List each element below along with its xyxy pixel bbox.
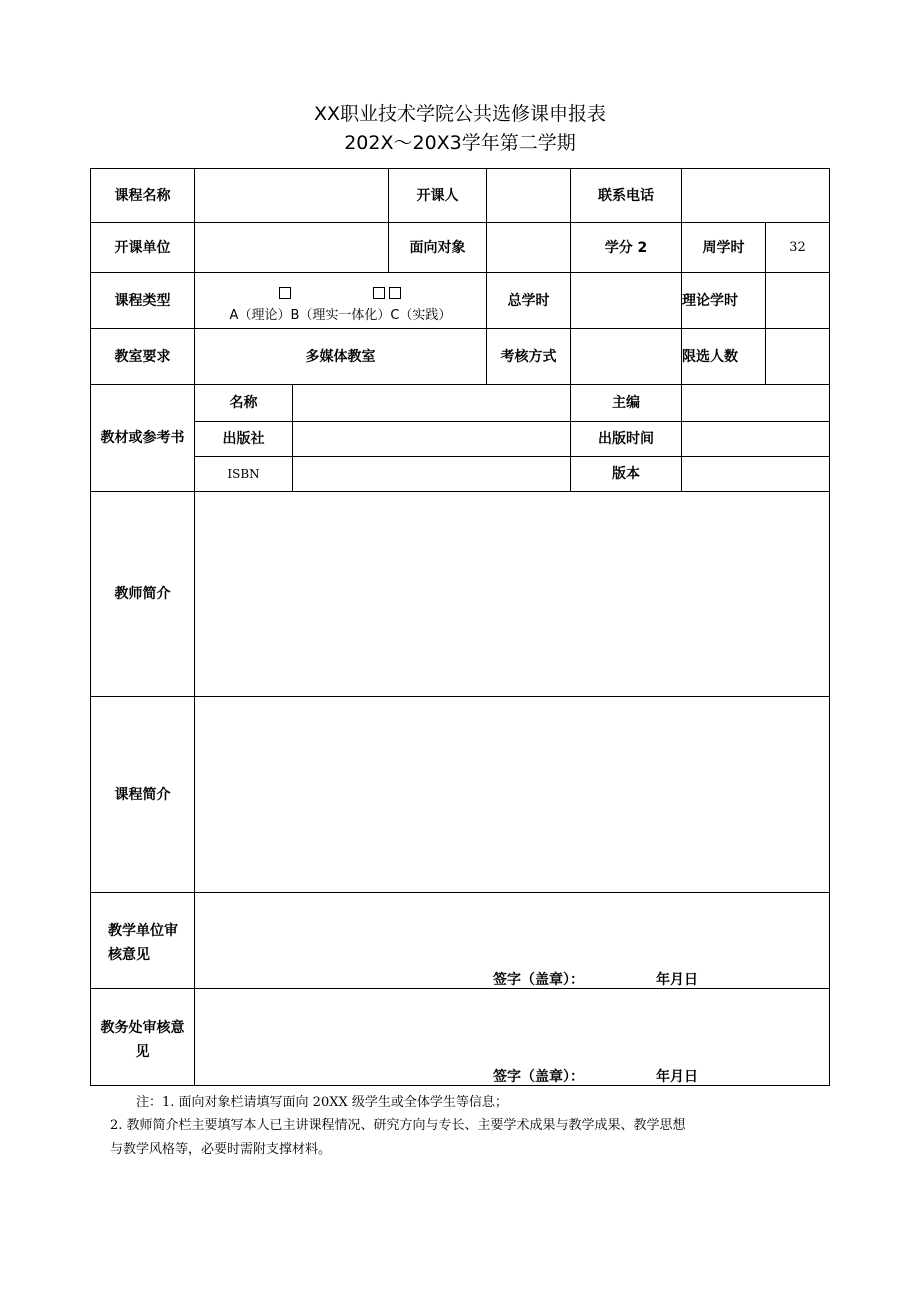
pub-time-field[interactable] [682, 422, 829, 456]
theory-hours-label: 理论学时 [682, 292, 738, 309]
office-review-label [91, 1016, 194, 1064]
total-hours-field[interactable] [571, 273, 681, 328]
unit-field[interactable] [195, 223, 388, 272]
credit-text: 学分 2 [604, 239, 648, 256]
exam-label: 考核方式 [500, 348, 557, 365]
type-b-checkbox[interactable] [373, 287, 385, 299]
teacher-intro-field[interactable] [195, 492, 829, 696]
type-c-checkbox[interactable] [389, 287, 401, 299]
isbn-field[interactable] [293, 457, 570, 491]
instructor-field[interactable] [487, 169, 570, 222]
textbook-label: 教材或参考书 [100, 430, 185, 446]
audience-label: 面向对象 [409, 239, 466, 256]
total-hours-label: 总学时 [507, 292, 550, 309]
classroom-label: 教室要求 [114, 348, 171, 365]
note-2-line1: 2. 教师简介栏主要填写本人已主讲课程情况、研究方向与专长、主要学术成果与教学成果、教学思想 [110, 1118, 686, 1133]
pub-time-label: 出版时间 [598, 431, 654, 447]
instructor-label: 开课人 [416, 187, 459, 204]
note-1: 注：1. 面向对象栏请填写面向 20XX 级学生或全体学生等信息； [136, 1095, 508, 1110]
publisher-field[interactable] [293, 422, 570, 456]
exam-field[interactable] [571, 329, 681, 384]
phone-field[interactable] [682, 169, 829, 222]
audience-field[interactable] [487, 223, 570, 272]
table-border-right [829, 168, 830, 1086]
course-intro-field[interactable] [195, 697, 829, 892]
course-name-field[interactable] [195, 169, 388, 222]
course-name-label: 课程名称 [114, 187, 171, 204]
page-subtitle: 202X～20X3学年第二学期 [344, 132, 576, 154]
course-type-options [195, 273, 486, 328]
course-type-options-text: A（理论）B（理实一体化）C（实践） [229, 308, 452, 323]
limit-field[interactable] [766, 329, 829, 384]
office-review-sign-label: 签字（盖章）： [493, 1069, 584, 1085]
office-review-date-label: 年月日 [656, 1069, 698, 1085]
weekly-hours-label: 周学时 [702, 239, 745, 256]
course-intro-label: 课程简介 [114, 786, 171, 803]
teacher-intro-label: 教师简介 [114, 586, 171, 602]
classroom-value: 多媒体教室 [305, 348, 376, 365]
unit-review-label-line1: 教学单位审 [108, 923, 178, 939]
note-2-line2: 与教学风格等，必要时需附支撑材料。 [110, 1142, 332, 1157]
office-review-label-line1: 教务处审核意 [100, 1020, 185, 1036]
unit-review-label-line2: 核意见 [108, 947, 150, 963]
editor-label: 主编 [612, 395, 640, 411]
unit-review-label [108, 919, 178, 967]
unit-review-field[interactable] [195, 893, 829, 963]
theory-hours-field[interactable] [766, 273, 829, 328]
page-title: XX职业技术学院公共选修课申报表 [313, 103, 607, 125]
limit-label: 限选人数 [682, 348, 738, 365]
phone-label: 联系电话 [598, 187, 654, 204]
editor-field[interactable] [682, 385, 829, 421]
office-review-field[interactable] [195, 989, 829, 1059]
course-type-label: 课程类型 [114, 292, 171, 309]
book-name-field[interactable] [293, 385, 570, 421]
unit-label: 开课单位 [114, 239, 171, 256]
table-border-bottom [90, 1085, 830, 1086]
isbn-label: ISBN [227, 467, 260, 481]
weekly-hours-value: 32 [789, 239, 806, 255]
edition-field[interactable] [682, 457, 829, 491]
office-review-label-line2: 见 [135, 1044, 150, 1060]
edition-label: 版本 [612, 466, 640, 482]
unit-review-date-label: 年月日 [656, 972, 698, 988]
unit-review-sign-label: 签字（盖章）： [493, 972, 584, 988]
type-a-checkbox[interactable] [279, 287, 291, 299]
book-name-label: 名称 [229, 395, 258, 411]
publisher-label: 出版社 [222, 431, 265, 447]
